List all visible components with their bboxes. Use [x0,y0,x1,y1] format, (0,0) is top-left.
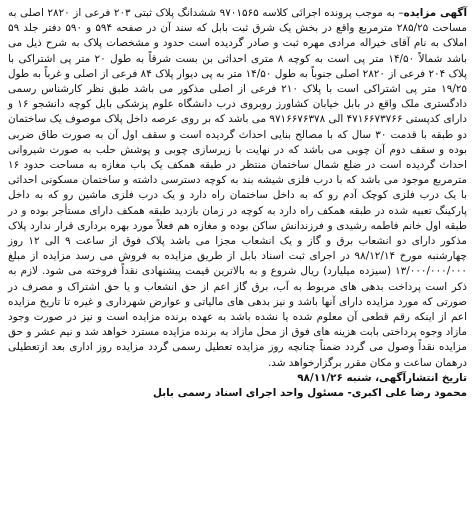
notice-body [8,6,467,371]
signature: محمود رضا علی اکبری- مسئول واحد اجرای اسناد رسمی بابل [152,387,467,400]
notice-body-text: – به موجب پرونده اجرائی کلاسه ۹۷۰۱۵۶۵ ششدانگ پلاک ثبتی ۲۰۳ فرعی از ۲۸۲۰ اصلی به مساحت ۲۸۵/۲۵ مترمربع واقع در بخش یک شرق ثبت بابل که سند آن در صفحه ۵۹۴ و ۵۹۰ دفتر جلد ۵۹ املاک به نام آقای خیراله مرادی مهره ثبت و صادر گردیده است حدود و مشخصات پلاک به شرح ذیل می باشد شمالاً ۱۴/۵۰ متر پی است به کوچه ۸ متری احداثی بن بست شرقاً به طول ۲۰ متر پی اشتراکی با پلاک ۲۰۴ فرعی از ۲۸۲۰ اصلی جنوباً به طول ۱۴/۵۰ متر به پی دیوار پلاک ۸۴ فرعی از اصلی و غرباً به طول ۱۹/۲۵ متر پی اشتراکی است با پلاک ۲۱۰ فرعی از اصلی مذکور می باشد طبق نظر کارشناس رسمی دادگستری ملک واقع در بابل خیابان کشاورز روبروی درب دانشگاه علوم پزشکی بابل کوچه دانشجو ۱۶ و دارای کدپستی ۴۷۱۶۶۷۳۷۶۶ الی ۹۷۱۶۶۷۶۳۷۸ می باشد که بر روی عرصه داخل پلاک موصوف یک ساختمان دو طبقه با قدمت ۳۰ سال که با مصالح بنایی احداث گردیده است و سقف اول آن به صورت طاق ضربی بوده و سقف دوم آن چوبی می باشد که در نهایت با زیرسازی چوبی و پوشش حلب به صورت شیروانی احداث گردیده است در ضلع شمال ساختمان منتظر در طبقه همکف یک باب مغازه به مساحت حدود ۱۶ مترمربع موجود می باشد که با درب فلزی شیشه بند به کوچه دسترسی داشته و ساختمان مسکونی احداثی با یک درب فلزی کوچک آدم رو که به داخل ساختمان راه دارد و یک درب فلزی ماشین رو که به داخل پارکینگ تعبیه شده در طبقه همکف راه دارد به کوچه در زمان بازدید طبقه همکف دارای مستأجر بوده و در طبقه اول خانم فاطمه رشیدی و فرزندانش ساکن بوده و مغازه هم فعلاً مورد بهره برداری قرار ندارد پلاک مذکور دارای دو انشعاب برق و گاز و یک انشعاب مجزا می باشد پلاک فوق از ساعت ۹ الی ۱۲ روز چهارشنبه مورخ ۹۸/۱۲/۱۴ در اجرای ثبت اسناد بابل از طریق مزایده به فروش می رسد مزایده از مبلغ ۱۳/۰۰۰/۰۰۰/۰۰۰ (سیزده میلیارد) ریال شروع و به بالاترین قیمت پیشنهادی نقداً فروخته می شود. لازم به ذکر است پرداخت بدهی های مربوط به آب، برق گاز اعم از حق انشعاب و یا حق اشتراک و مصرف در صورتی که مورد مزایده دارای آنها باشد و نیز بدهی های مالیاتی و عوارض شهرداری و غیره تا تاریخ مزایده اعم از اینکه رقم قطعی آن معلوم شده یا نشده باشد به عهده برنده مزایده است و نیز در صورت وجود مازاد وجوه پرداختی بابت هزینه های فوق از محل مازاد به برنده مزایده مسترد خواهد شد و نیم عشر و حق مزایده نقداً وصول می گردد ضمناً چنانچه روز مزایده تعطیل رسمی گردد مزایده روز اداری بعد ازتعطیلی درهمان ساعت و مکان مقرر برگزارخواهد شد. [8,7,468,369]
publish-date: تاریخ انتشارآگهی، شنبه ۹۸/۱۱/۲۶ [297,371,467,384]
notice-heading: آگهی مزایده [403,7,468,19]
